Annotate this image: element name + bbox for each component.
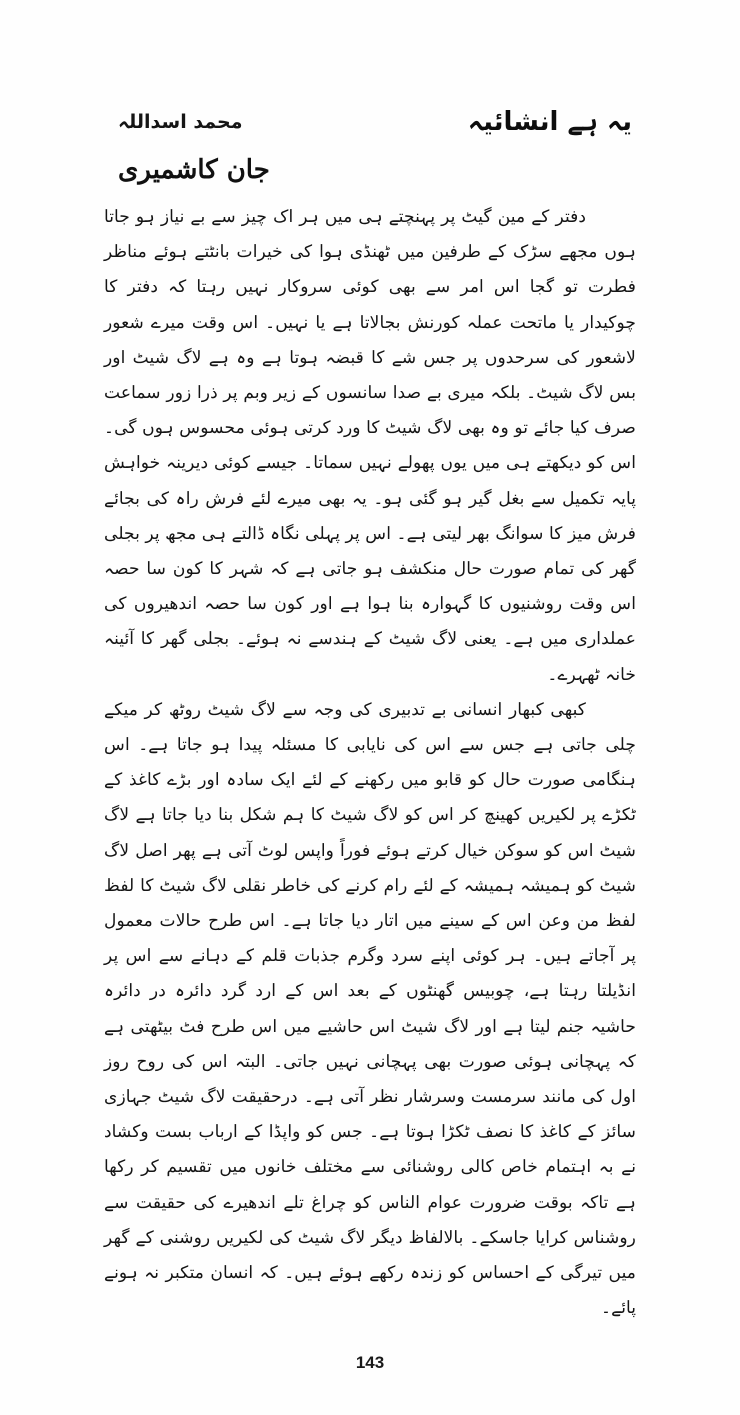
paragraph-1: دفتر کے مین گیٹ پر پہنچتے ہی میں ہر اک چیز سے بے نیاز ہو جاتا ہوں مجھے سڑک کے طرفین میں ٹھنڈی ہوا کی خیرات بانٹتے ہوئے مناظر فطرت تو گجا اس امر سے بھی کوئی سروکار نہیں رہتا کہ دفتر کا چوکیدار یا ماتحت عملہ کورنش بجالاتا ہے یا نہیں۔ اس وقت میرے شعور لاشعور کی سرحدوں پر جس شے کا قبضہ ہوتا ہے وہ ہے لاگ شیٹ اور بس لاگ شیٹ۔ بلکہ میری بے صدا سانسوں کے زیر وبم پر ذرا زور سماعت صرف کیا جائے تو وہ بھی لاگ شیٹ کا ورد کرتی ہوئی محسوس ہوں گی۔ اس کو دیکھتے ہی میں یوں پھولے نہیں سماتا۔ جیسے کوئی دیرینہ خواہش پایہ تکمیل سے بغل گیر ہو گئی ہو۔ یہ بھی میرے لئے فرش راہ کی بجائے فرش میز کا سوانگ بھر لیتی ہے۔ اس پر پہلی نگاہ ڈالتے ہی مجھ پر بجلی گھر کی تمام صورت حال منکشف ہو جاتی ہے کہ شہر کا کون سا حصہ اس وقت روشنیوں کا گہوارہ بنا ہوا ہے اور کون سا حصہ اندھیروں کی عملداری میں ہے۔ یعنی لاگ شیٹ کے ہندسے نہ ہوئے۔ بجلی گھر کا آئینہ خانہ ٹھہرے۔ [104, 207, 636, 685]
section-title: یہ ہے انشائیہ [467, 107, 632, 137]
page-number: 143 [355, 1352, 385, 1372]
editor-name: محمد اسداللہ [118, 111, 243, 133]
page-header [104, 100, 636, 144]
author-row [104, 150, 636, 194]
author-name: جان کاشمیری [118, 155, 270, 185]
paragraph-2: کبھی کبھار انسانی بے تدبیری کی وجہ سے لاگ شیٹ روٹھ کر میکے چلی جاتی ہے جس سے اس کی نایابی کا مسئلہ پیدا ہو جاتا ہے۔ اس ہنگامی صورت حال کو قابو میں رکھنے کے لئے ایک سادہ اور بڑے کاغذ کے ٹکڑے پر لکیریں کھینچ کر اس کو لاگ شیٹ کا ہم شکل بنا دیا جاتا ہے لاگ شیٹ اس کو سوکن خیال کرتے ہوئے فوراً واپس لوٹ آتی ہے پھر اصل لاگ شیٹ کو ہمیشہ ہمیشہ کے لئے رام کرنے کی خاطر نقلی لاگ شیٹ کا لفظ لفظ من وعن اس کے سینے میں اتار دیا جاتا ہے۔ اس طرح حالات معمول پر آجاتے ہیں۔ ہر کوئی اپنے سرد وگرم جذبات قلم کے دہانے سے اس پر انڈیلتا رہتا ہے، چوبیس گھنٹوں کے بعد اس کے ارد گرد دائرہ در دائرہ حاشیہ جنم لیتا ہے اور لاگ شیٹ اس حاشیے میں اس طرح فٹ بیٹھتی ہے کہ پہچانی ہوئی صورت بھی پہچانی نہیں جاتی۔ البتہ اس کی روح روز اول کی مانند سرمست وسرشار نظر آتی ہے۔ درحقیقت لاگ شیٹ جہازی سائز کے کاغذ کا نصف ٹکڑا ہوتا ہے۔ جس کو واپڈا کے ارباب بست وکشاد نے بہ اہتمام خاص کالی روشنائی سے مختلف خانوں میں تقسیم کر رکھا ہے تاکہ بوقت ضرورت عوام الناس کو چراغ تلے اندھیرے کی حقیقت سے روشناس کرایا جاسکے۔ بالالفاظ دیگر لاگ شیٹ کی لکیریں روشنی کے گھر میں تیرگی کے احساس کو زندہ رکھے ہوئے ہیں۔ کہ انسان متکبر نہ ہونے پائے۔ [104, 699, 636, 1319]
article-body [104, 200, 636, 1327]
